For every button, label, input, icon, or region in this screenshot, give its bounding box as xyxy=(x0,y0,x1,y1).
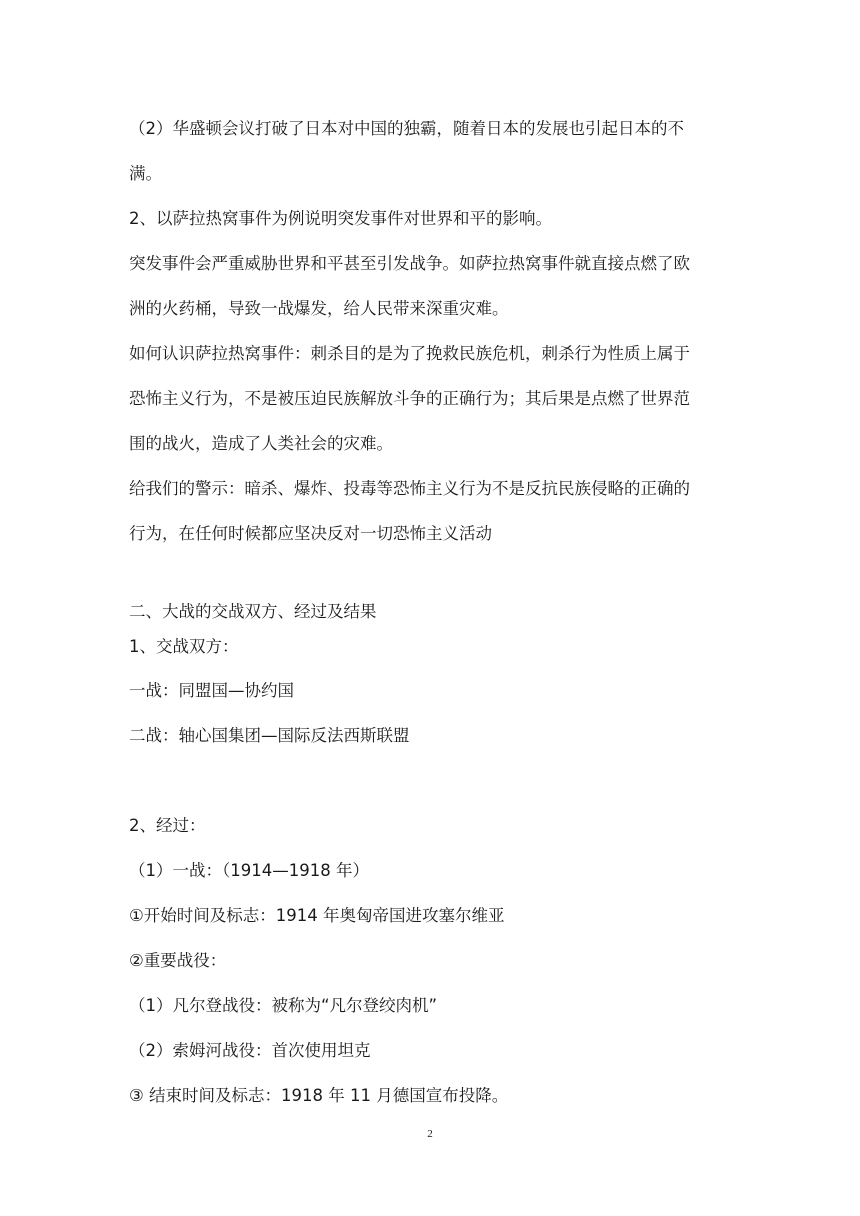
paragraph-line: ①开始时间及标志：1914 年奥匈帝国进攻塞尔维亚 xyxy=(129,906,505,925)
question-heading: 2、以萨拉热窝事件为例说明突发事件对世界和平的影响。 xyxy=(129,209,552,228)
paragraph-line: 突发事件会严重威胁世界和平甚至引发战争。如萨拉热窝事件就直接点燃了欧 xyxy=(129,254,690,273)
paragraph-line: ③ 结束时间及标志：1918 年 11 月德国宣布投降。 xyxy=(129,1086,509,1105)
subsection-heading: 2、经过： xyxy=(129,816,206,835)
section-heading: 二、大战的交战双方、经过及结果 xyxy=(129,602,377,621)
paragraph-line: 恐怖主义行为，不是被压迫民族解放斗争的正确行为；其后果是点燃了世界范 xyxy=(129,389,690,408)
paragraph-line: 围的战火，造成了人类社会的灾难。 xyxy=(129,434,393,453)
page-number: 2 xyxy=(427,1128,433,1140)
paragraph-line: 满。 xyxy=(129,164,162,183)
paragraph-line: 二战：轴心国集团—国际反法西斯联盟 xyxy=(129,726,410,745)
paragraph-line: （1）一战：（1914—1918 年） xyxy=(129,861,369,880)
paragraph-line: 如何认识萨拉热窝事件：刺杀目的是为了挽救民族危机，刺杀行为性质上属于 xyxy=(129,344,690,363)
paragraph-line: 行为，在任何时候都应坚决反对一切恐怖主义活动 xyxy=(129,524,492,543)
paragraph-line: （2）华盛顿会议打破了日本对中国的独霸，随着日本的发展也引起日本的不 xyxy=(129,119,684,138)
paragraph-line: 洲的火药桶，导致一战爆发，给人民带来深重灾难。 xyxy=(129,299,509,318)
paragraph-line: （1）凡尔登战役：被称为“凡尔登绞肉机” xyxy=(129,996,438,1015)
paragraph-line: 给我们的警示：暗杀、爆炸、投毒等恐怖主义行为不是反抗民族侵略的正确的 xyxy=(129,479,690,498)
paragraph-line: （2）索姆河战役：首次使用坦克 xyxy=(129,1041,371,1060)
paragraph-line: ②重要战役： xyxy=(129,951,227,970)
paragraph-line: 一战：同盟国—协约国 xyxy=(129,681,294,700)
subsection-heading: 1、交战双方： xyxy=(129,637,239,656)
